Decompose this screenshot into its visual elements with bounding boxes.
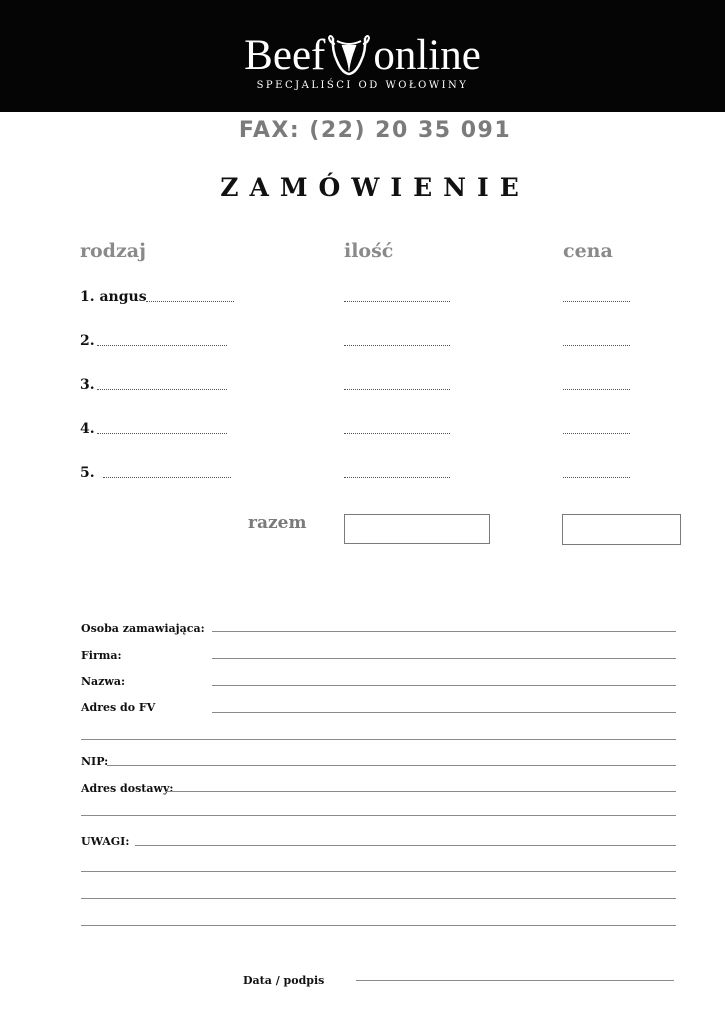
row-2-price-field[interactable] <box>563 345 630 346</box>
total-quantity-box[interactable] <box>344 514 490 544</box>
column-header-quantity: ilość <box>344 240 394 262</box>
brand-left: Beef <box>244 31 326 79</box>
row-4-price-field[interactable] <box>563 433 630 434</box>
row-4-quantity-field[interactable] <box>344 433 450 434</box>
delivery-address-label: Adres dostawy: <box>81 782 174 795</box>
total-price-box[interactable] <box>562 514 681 545</box>
row-5-type-field[interactable] <box>103 477 231 478</box>
brand-right: online <box>373 31 481 79</box>
row-3-quantity-field[interactable] <box>344 389 450 390</box>
fax-number: FAX: (22) 20 35 091 <box>238 118 512 143</box>
header-bar <box>0 0 725 112</box>
person-label: Osoba zamawiająca: <box>81 622 205 635</box>
company-line[interactable] <box>212 658 676 659</box>
brand-logo <box>0 30 725 80</box>
row-4-type-field[interactable] <box>97 433 227 434</box>
notes-line-2[interactable] <box>81 871 676 872</box>
row-label-1: 1. angus <box>80 289 147 305</box>
date-signature-label: Data / podpis <box>243 974 325 987</box>
invoice-address-label: Adres do FV <box>81 701 156 714</box>
person-line[interactable] <box>212 631 676 632</box>
row-label-4: 4. <box>80 421 95 437</box>
row-2-quantity-field[interactable] <box>344 345 450 346</box>
notes-line-3[interactable] <box>81 898 676 899</box>
row-label-3: 3. <box>80 377 95 393</box>
delivery-address-line[interactable] <box>166 791 676 792</box>
nip-line[interactable] <box>107 765 676 766</box>
row-1-price-field[interactable] <box>563 301 630 302</box>
invoice-address-line[interactable] <box>212 712 676 713</box>
tagline: SPECJALIŚCI OD WOŁOWINY <box>256 80 469 91</box>
row-5-price-field[interactable] <box>563 477 630 478</box>
notes-line-4[interactable] <box>81 925 676 926</box>
row-1-quantity-field[interactable] <box>344 301 450 302</box>
row-label-2: 2. <box>80 333 95 349</box>
row-2-type-field[interactable] <box>97 345 227 346</box>
name-line[interactable] <box>212 685 676 686</box>
row-1-type-field[interactable] <box>146 301 234 302</box>
notes-label: UWAGI: <box>81 835 130 848</box>
delivery-address-line-2[interactable] <box>81 815 676 816</box>
signature-line[interactable] <box>356 980 674 981</box>
column-header-price: cena <box>563 240 613 262</box>
row-5-quantity-field[interactable] <box>344 477 450 478</box>
page-title: ZAMÓWIENIE <box>220 173 530 202</box>
notes-line-1[interactable] <box>135 845 676 846</box>
invoice-address-line-2[interactable] <box>81 739 676 740</box>
bull-head-icon <box>328 33 370 77</box>
row-3-price-field[interactable] <box>563 389 630 390</box>
column-header-type: rodzaj <box>80 240 146 262</box>
row-3-type-field[interactable] <box>97 389 227 390</box>
name-label: Nazwa: <box>81 675 126 688</box>
company-label: Firma: <box>81 649 122 662</box>
total-label: razem <box>248 513 307 533</box>
row-label-5: 5. <box>80 465 95 481</box>
nip-label: NIP: <box>81 755 109 768</box>
